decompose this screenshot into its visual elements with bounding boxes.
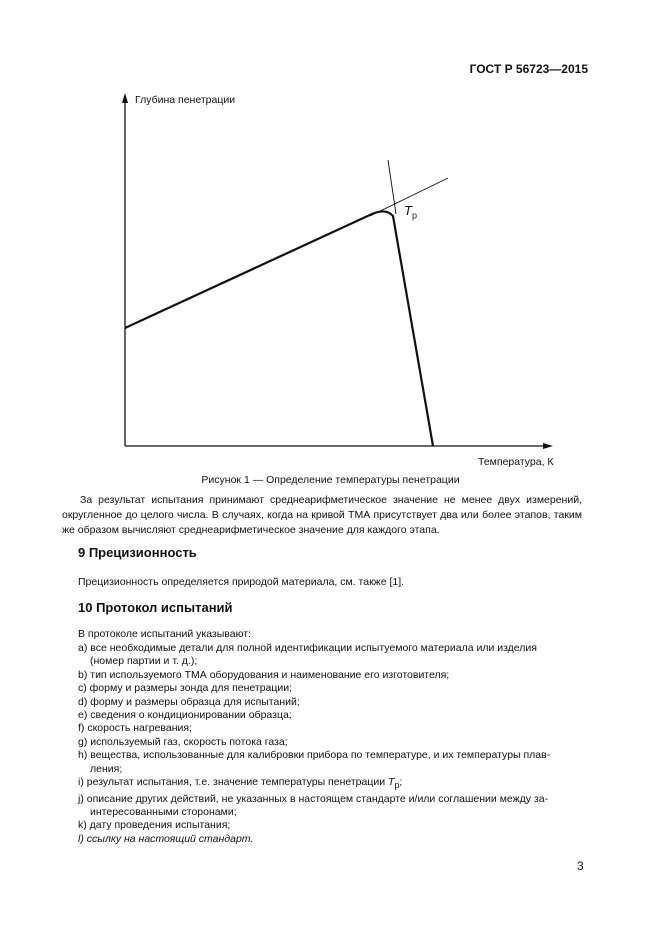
section-9-text: Прецизионность определяется природой материала, см. также [1].	[78, 576, 405, 588]
section-10-heading: 10 Протокол испытаний	[78, 600, 233, 615]
list-item: l) ссылку на настоящий стандарт.	[78, 832, 254, 845]
list-item: a) все необходимые детали для полной идентификации испытуемого материала или изделия (номер партии и т. д.);	[78, 642, 537, 668]
x-axis-label: Температура, К	[478, 456, 554, 468]
page-number: 3	[577, 859, 584, 873]
list-item: j) описание других действий, не указанных в настоящем стандарте и/или соглашении между за- интересованными сторонами;	[78, 792, 549, 818]
section-10-intro: В протоколе испытаний указывают:	[78, 628, 251, 640]
tp-point-label: $T_p$	[404, 203, 417, 221]
standard-number: ГОСТ Р 56723—2015	[469, 62, 588, 76]
section-9-heading: 9 Прецизионность	[78, 545, 197, 560]
tma-curve	[125, 211, 433, 446]
paragraph-result: За результат испытания принимают среднеарифметическое значение не менее двух измерений, округленное до целого числа. В случаях, когда на кривой ТМА присутствует два или более этапов, таким же образом вычисляют среднеарифметическое значение для каждого этапа.	[62, 494, 582, 536]
x-axis-arrow	[543, 443, 553, 449]
list-item: h) вещества, использованные для калибровки прибора по температуре, и их температуры плав- ления;	[78, 749, 551, 775]
list-item: f) скорость нагревания;	[78, 722, 192, 735]
list-item: e) сведения о кондиционировании образца;	[78, 709, 292, 722]
slope-tangent	[388, 160, 396, 214]
y-axis-label: Глубина пенетрации	[135, 94, 236, 106]
list-item: b) тип используемого ТМА оборудования и наименование его изготовителя;	[78, 668, 450, 681]
report-items-list	[78, 642, 582, 846]
y-axis-arrow	[122, 93, 128, 103]
list-item: i) результат испытания, т.е. значение температуры пенетрации $T_p$;	[78, 776, 403, 791]
list-item: g) используемый газ, скорость потока газа;	[78, 735, 288, 748]
list-item: k) дату проведения испытания;	[78, 819, 231, 832]
figure-caption: Рисунок 1 — Определение температуры пенетрации	[201, 474, 460, 486]
list-item: d) форму и размеры образца для испытаний;	[78, 695, 300, 708]
list-item: c) форму и размеры зонда для пенетрации;	[78, 682, 293, 695]
